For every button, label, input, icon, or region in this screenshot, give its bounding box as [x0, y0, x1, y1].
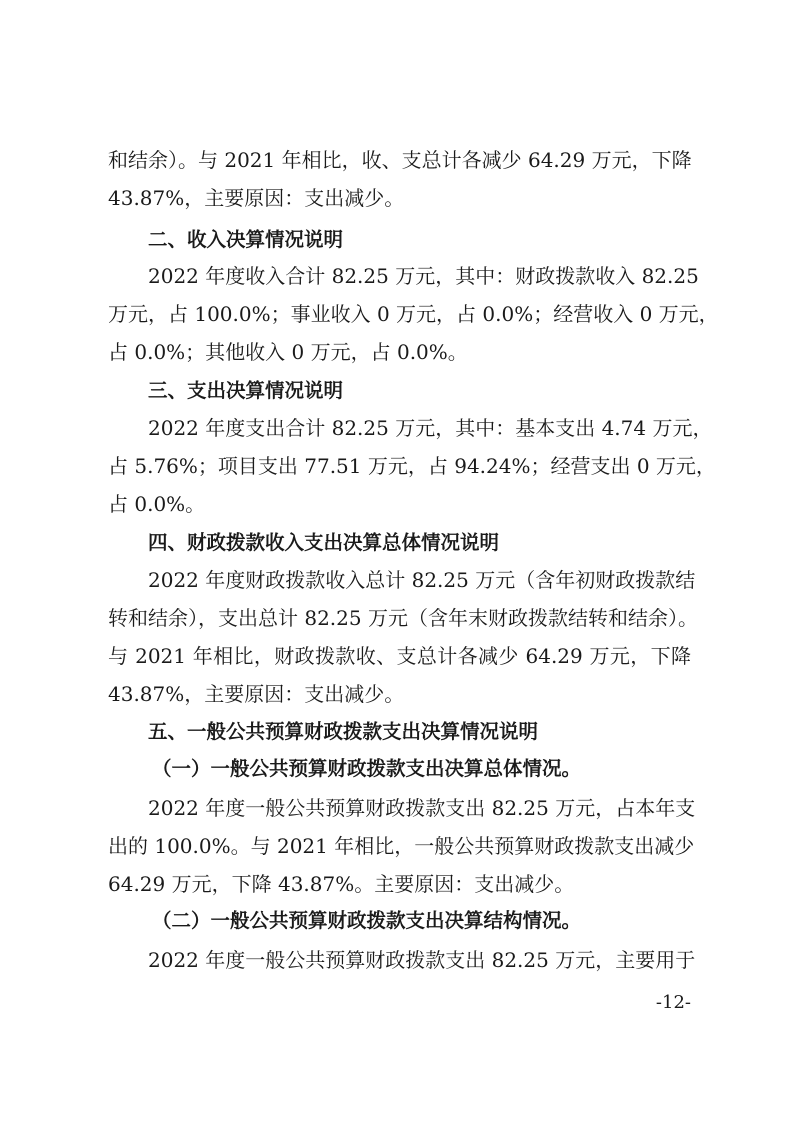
body-text-line: 2022 年度收入合计 82.25 万元，其中：财政拨款收入 82.25	[148, 264, 699, 288]
body-text-line: 2022 年度一般公共预算财政拨款支出 82.25 万元，占本年支	[148, 796, 696, 820]
section-heading-general-budget: 五、一般公共预算财政拨款支出决算情况说明	[148, 720, 539, 743]
body-text-line: 占 0.0%；其他收入 0 万元，占 0.0%。	[108, 340, 468, 364]
body-text-line: 43.87%，主要原因：支出减少。	[108, 186, 405, 210]
body-text-line: 43.87%，主要原因：支出减少。	[108, 682, 405, 706]
body-text-line: 2022 年度一般公共预算财政拨款支出 82.25 万元，主要用于	[148, 948, 696, 972]
body-text-line: 转和结余），支出总计 82.25 万元（含年末财政拨款结转和结余）。	[108, 606, 698, 630]
section-heading-income: 二、收入决算情况说明	[148, 228, 344, 251]
subsection-heading-structure: （二）一般公共预算财政拨款支出决算结构情况。	[152, 909, 582, 932]
body-text-line: 和结余）。与 2021 年相比，收、支总计各减少 64.29 万元，下降	[108, 148, 692, 172]
body-text-line: 64.29 万元，下降 43.87%。主要原因：支出减少。	[108, 872, 575, 896]
body-text-line: 2022 年度支出合计 82.25 万元，其中：基本支出 4.74 万元，	[148, 416, 713, 440]
section-heading-fiscal-appropriation: 四、财政拨款收入支出决算总体情况说明	[148, 531, 500, 554]
body-text-line: 2022 年度财政拨款收入总计 82.25 万元（含年初财政拨款结	[148, 568, 696, 592]
body-text-line: 万元，占 100.0%；事业收入 0 万元，占 0.0%；经营收入 0 万元，	[108, 302, 719, 326]
section-heading-expenditure: 三、支出决算情况说明	[148, 379, 344, 402]
body-text-line: 占 5.76%；项目支出 77.51 万元，占 94.24%；经营支出 0 万元，	[108, 454, 716, 478]
body-text-line: 出的 100.0%。与 2021 年相比，一般公共预算财政拨款支出减少	[108, 834, 695, 858]
body-text-line: 与 2021 年相比，财政拨款收、支总计各减少 64.29 万元，下降	[108, 644, 691, 668]
body-text-line: 占 0.0%。	[108, 492, 206, 516]
subsection-heading-overall: （一）一般公共预算财政拨款支出决算总体情况。	[152, 757, 582, 780]
page-number: -12-	[655, 992, 691, 1013]
